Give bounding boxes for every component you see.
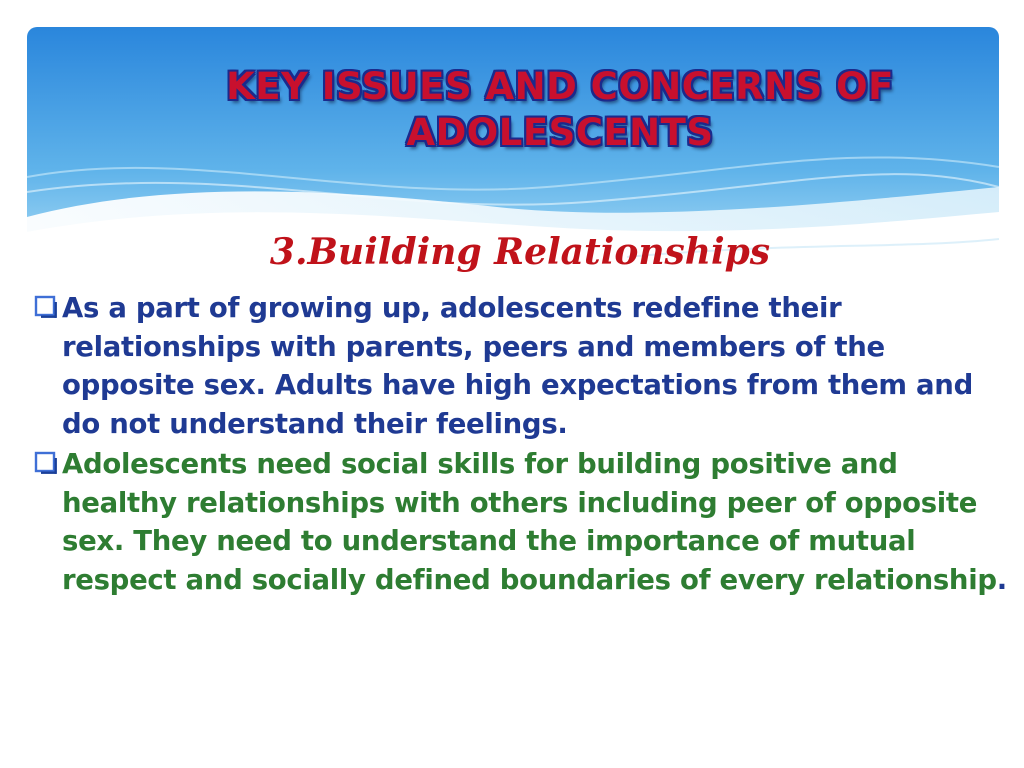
- bullet-item: [34, 289, 1014, 443]
- bullet-text: As a part of growing up, adolescents redefine their relationships with parents, peers and members of the opposite sex. Adults have high expectations from them and do not understand their feelings.: [62, 292, 973, 440]
- section-heading: 3.Building Relationships: [269, 231, 771, 273]
- bullet-text: Adolescents need social skills for building positive and healthy relationships with others including peer of opposite sex. They need to understand the importance of mutual respect and socially defined boundaries of every relationship: [62, 448, 997, 596]
- slide-title: [120, 64, 1000, 156]
- bullet-item: [34, 445, 1014, 599]
- checkbox-icon: [34, 295, 58, 319]
- title-line-1: KEY ISSUES AND CONCERNS OF: [226, 65, 894, 108]
- bullet-list: [34, 289, 1014, 601]
- trailing-period: .: [996, 563, 1007, 596]
- checkbox-icon: [34, 451, 58, 475]
- title-line-2: ADOLESCENTS: [406, 111, 714, 154]
